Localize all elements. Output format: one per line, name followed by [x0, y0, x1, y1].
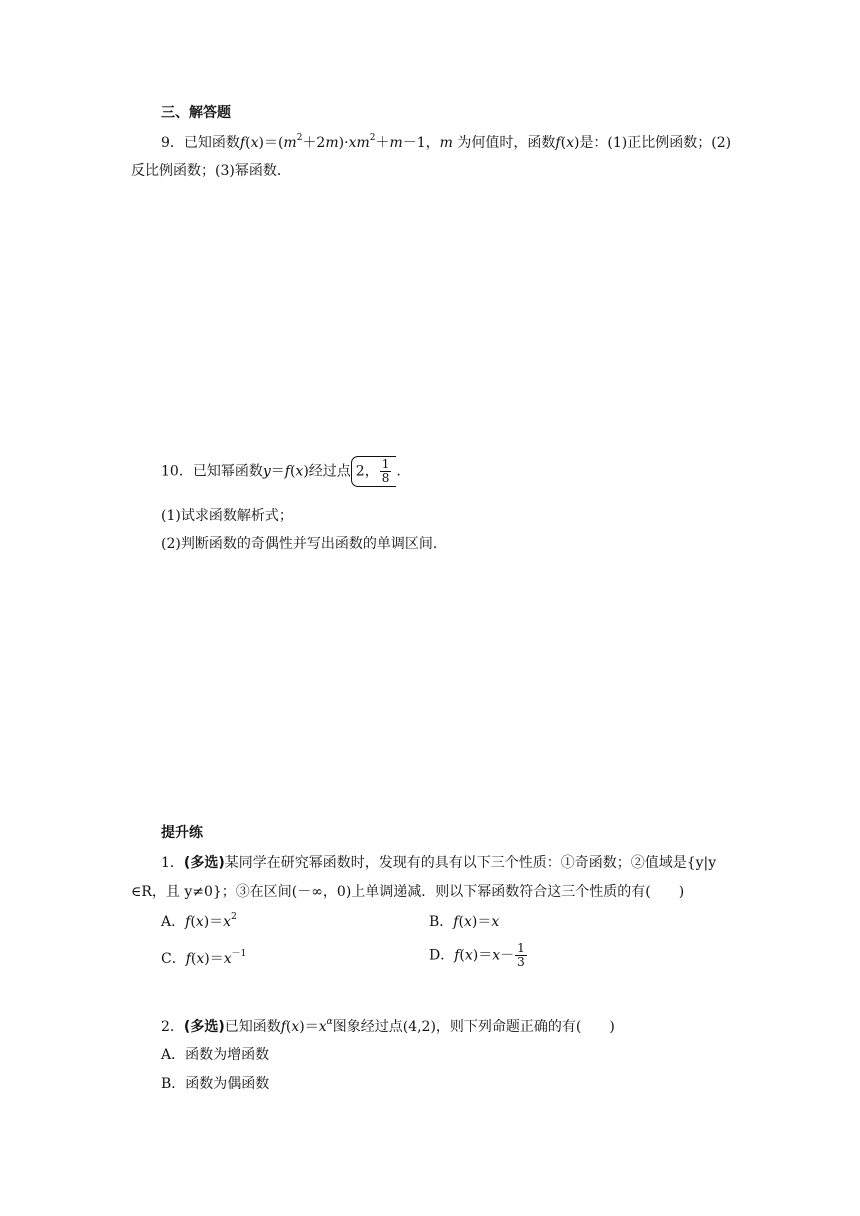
option-b: B．f(x)＝x — [429, 914, 500, 930]
improve-title: 提升练 — [161, 825, 203, 841]
question-10-sub-1: (1)试求函数解析式； — [161, 508, 293, 524]
question-number: 10． — [161, 463, 193, 480]
point-bracket: 2， $\frac{1}{8}$ — [351, 456, 397, 487]
problem-1-line-1: 1．(多选)某同学在研究幂函数时，发现有的具有以下三个性质：①奇函数；②值域是{y|y — [161, 855, 717, 871]
option-c: C．$f(x)=x^{-1}$ — [161, 949, 247, 967]
problem-2-option-b: B．函数为偶函数 — [161, 1076, 270, 1092]
question-10-line-1: 10．已知幂函数y＝f(x)经过点 2， $\frac{1}{8}$ . — [161, 456, 401, 487]
question-9-line-1: 9．已知函数$f(x)=(m^2+2m)\cdot xm^2+m-1$，m 为何值时，函数f(x)是：(1)正比例函数；(2) — [161, 133, 732, 151]
problem-2-option-a: A．函数为增函数 — [161, 1047, 270, 1063]
question-number: 9． — [161, 135, 184, 151]
option-d: D．f(x)＝x－ $\frac{1}{3}$ — [429, 941, 525, 970]
problem-1-line-2: ∈R，且 y≠0}；③在区间(－∞，0)上单调递减．则以下幂函数符合这三个性质的有( ) — [131, 884, 685, 900]
option-a: A．$f(x)=x^2$ — [161, 912, 237, 930]
question-10-sub-2: (2)判断函数的奇偶性并写出函数的单调区间． — [161, 536, 447, 552]
fraction: $\frac{1}{8}$ — [381, 457, 390, 486]
section-title: 三、解答题 — [161, 105, 231, 121]
fraction: $\frac{1}{3}$ — [517, 941, 525, 970]
question-9-line-2: 反比例函数；(3)幂函数． — [131, 163, 291, 179]
problem-2-line-1: 2．(多选)已知函数$f(x)=x^\alpha$图象经过点(4,2)，则下列命题正确的有( ) — [161, 1017, 615, 1035]
